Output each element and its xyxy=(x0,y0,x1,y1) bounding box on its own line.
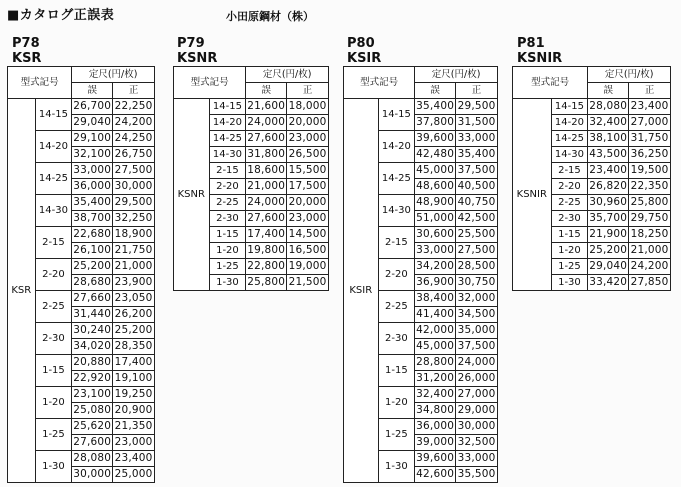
series-name: KSNR xyxy=(177,51,218,66)
size-cell: 2-15 xyxy=(551,163,588,179)
size-cell: 1-30 xyxy=(378,451,415,483)
size-cell: 14-30 xyxy=(378,195,415,227)
wrong-price: 33,000 xyxy=(415,243,456,259)
wrong-price: 23,400 xyxy=(588,163,629,179)
correct-price: 29,500 xyxy=(456,99,498,115)
size-cell: 2-30 xyxy=(209,211,246,227)
correct-price: 30,000 xyxy=(456,419,498,435)
correct-header: 正 xyxy=(629,83,671,99)
wrong-price: 27,600 xyxy=(246,131,287,147)
size-cell: 1-15 xyxy=(209,227,246,243)
table-row xyxy=(174,99,329,115)
correct-price: 27,850 xyxy=(629,275,671,291)
correct-price: 40,750 xyxy=(456,195,498,211)
wrong-price: 42,000 xyxy=(415,323,456,339)
wrong-price: 27,600 xyxy=(246,211,287,227)
correct-price: 36,250 xyxy=(629,147,671,163)
series-name: KSR xyxy=(12,51,42,66)
correct-price: 28,500 xyxy=(456,259,498,275)
wrong-price: 20,880 xyxy=(72,355,113,371)
correct-price: 31,500 xyxy=(456,115,498,131)
wrong-price: 30,600 xyxy=(415,227,456,243)
wrong-price: 36,900 xyxy=(415,275,456,291)
page-number: P79 xyxy=(177,36,205,51)
correct-price: 17,400 xyxy=(113,355,155,371)
wrong-price: 33,420 xyxy=(588,275,629,291)
size-cell: 1-15 xyxy=(35,355,72,387)
size-cell: 2-20 xyxy=(35,259,72,291)
size-cell: 1-20 xyxy=(551,243,588,259)
correct-price: 15,500 xyxy=(287,163,329,179)
size-cell: 14-20 xyxy=(551,115,588,131)
correct-price: 18,900 xyxy=(113,227,155,243)
page-number: P80 xyxy=(347,36,375,51)
correct-price: 20,000 xyxy=(287,195,329,211)
size-cell: 2-20 xyxy=(209,179,246,195)
correct-price: 26,500 xyxy=(287,147,329,163)
price-table-ksr xyxy=(7,66,155,483)
wrong-price: 29,040 xyxy=(72,115,113,131)
correct-price: 24,250 xyxy=(113,131,155,147)
page-number: P78 xyxy=(12,36,40,51)
correct-price: 16,500 xyxy=(287,243,329,259)
series-name: KSNIR xyxy=(517,51,563,66)
wrong-price: 19,800 xyxy=(246,243,287,259)
wrong-price: 24,000 xyxy=(246,115,287,131)
wrong-price: 48,600 xyxy=(415,179,456,195)
correct-price: 26,750 xyxy=(113,147,155,163)
correct-price: 25,800 xyxy=(629,195,671,211)
wrong-price: 26,100 xyxy=(72,243,113,259)
wrong-price: 35,400 xyxy=(72,195,113,211)
correct-header: 正 xyxy=(287,83,329,99)
size-cell: 14-15 xyxy=(551,99,588,115)
model-cell: KSNIR xyxy=(513,99,552,291)
wrong-price: 28,080 xyxy=(588,99,629,115)
correct-price: 20,900 xyxy=(113,403,155,419)
wrong-price: 32,100 xyxy=(72,147,113,163)
size-cell: 1-25 xyxy=(35,419,72,451)
document-title: ■カタログ正誤表 xyxy=(7,8,115,23)
size-cell: 14-25 xyxy=(378,163,415,195)
wrong-price: 28,680 xyxy=(72,275,113,291)
wrong-price: 38,400 xyxy=(415,291,456,307)
wrong-price: 31,440 xyxy=(72,307,113,323)
size-cell: 14-20 xyxy=(378,131,415,163)
size-cell: 14-15 xyxy=(209,99,246,115)
page-label xyxy=(347,36,381,66)
correct-price: 29,750 xyxy=(629,211,671,227)
model-code-header: 型式記号 xyxy=(8,67,72,99)
wrong-price: 27,600 xyxy=(72,435,113,451)
correct-price: 32,250 xyxy=(113,211,155,227)
correct-price: 18,000 xyxy=(287,99,329,115)
correct-price: 22,350 xyxy=(629,179,671,195)
correct-price: 26,000 xyxy=(456,371,498,387)
wrong-price: 29,040 xyxy=(588,259,629,275)
wrong-price: 29,100 xyxy=(72,131,113,147)
wrong-price: 35,400 xyxy=(415,99,456,115)
correct-price: 19,000 xyxy=(287,259,329,275)
size-cell: 2-25 xyxy=(551,195,588,211)
wrong-price: 25,620 xyxy=(72,419,113,435)
series-name: KSIR xyxy=(347,51,382,66)
price-header: 定尺(円/枚) xyxy=(588,67,671,83)
wrong-header: 誤 xyxy=(415,83,456,99)
wrong-price: 30,960 xyxy=(588,195,629,211)
correct-price: 21,000 xyxy=(629,243,671,259)
wrong-price: 22,800 xyxy=(246,259,287,275)
wrong-price: 39,000 xyxy=(415,435,456,451)
correct-price: 23,000 xyxy=(287,131,329,147)
correct-price: 21,350 xyxy=(113,419,155,435)
price-header: 定尺(円/枚) xyxy=(72,67,155,83)
table-row xyxy=(513,99,671,115)
size-cell: 2-30 xyxy=(378,323,415,355)
size-cell: 1-20 xyxy=(35,387,72,419)
correct-price: 42,500 xyxy=(456,211,498,227)
correct-price: 19,500 xyxy=(629,163,671,179)
wrong-price: 36,000 xyxy=(72,179,113,195)
correct-price: 21,500 xyxy=(287,275,329,291)
size-cell: 1-25 xyxy=(209,259,246,275)
size-cell: 2-25 xyxy=(209,195,246,211)
correct-price: 27,000 xyxy=(456,387,498,403)
wrong-header: 誤 xyxy=(72,83,113,99)
correct-price: 34,500 xyxy=(456,307,498,323)
correct-price: 19,100 xyxy=(113,371,155,387)
correct-price: 33,000 xyxy=(456,131,498,147)
wrong-price: 32,400 xyxy=(415,387,456,403)
wrong-price: 18,600 xyxy=(246,163,287,179)
wrong-price: 37,800 xyxy=(415,115,456,131)
correct-price: 31,750 xyxy=(629,131,671,147)
correct-price: 19,250 xyxy=(113,387,155,403)
correct-price: 37,500 xyxy=(456,163,498,179)
size-cell: 14-15 xyxy=(35,99,72,131)
model-cell: KSIR xyxy=(344,99,379,483)
correct-price: 27,000 xyxy=(629,115,671,131)
correct-price: 28,350 xyxy=(113,339,155,355)
wrong-price: 39,600 xyxy=(415,131,456,147)
wrong-header: 誤 xyxy=(588,83,629,99)
correct-price: 26,200 xyxy=(113,307,155,323)
size-cell: 1-20 xyxy=(209,243,246,259)
page-label xyxy=(12,36,41,66)
wrong-price: 51,000 xyxy=(415,211,456,227)
size-cell: 2-30 xyxy=(551,211,588,227)
wrong-price: 38,100 xyxy=(588,131,629,147)
wrong-price: 39,600 xyxy=(415,451,456,467)
wrong-price: 42,480 xyxy=(415,147,456,163)
correct-price: 35,000 xyxy=(456,323,498,339)
wrong-price: 34,020 xyxy=(72,339,113,355)
correct-header: 正 xyxy=(113,83,155,99)
wrong-price: 22,680 xyxy=(72,227,113,243)
size-cell: 14-20 xyxy=(35,131,72,163)
correct-price: 23,000 xyxy=(113,435,155,451)
correct-price: 35,400 xyxy=(456,147,498,163)
correct-price: 18,250 xyxy=(629,227,671,243)
size-cell: 14-25 xyxy=(551,131,588,147)
correct-price: 23,900 xyxy=(113,275,155,291)
size-cell: 14-30 xyxy=(551,147,588,163)
wrong-price: 36,000 xyxy=(415,419,456,435)
wrong-price: 21,000 xyxy=(246,179,287,195)
size-cell: 2-15 xyxy=(209,163,246,179)
model-cell: KSR xyxy=(8,99,36,483)
wrong-price: 45,000 xyxy=(415,163,456,179)
correct-price: 30,000 xyxy=(113,179,155,195)
model-cell: KSNR xyxy=(174,99,210,291)
correct-price: 40,500 xyxy=(456,179,498,195)
wrong-price: 22,920 xyxy=(72,371,113,387)
wrong-price: 48,900 xyxy=(415,195,456,211)
size-cell: 14-15 xyxy=(378,99,415,131)
correct-price: 27,500 xyxy=(113,163,155,179)
size-cell: 2-25 xyxy=(35,291,72,323)
table-row xyxy=(344,99,498,115)
wrong-price: 33,000 xyxy=(72,163,113,179)
wrong-price: 25,080 xyxy=(72,403,113,419)
company-name: 小田原鋼材（株） xyxy=(226,10,314,23)
correct-price: 32,500 xyxy=(456,435,498,451)
wrong-price: 38,700 xyxy=(72,211,113,227)
wrong-price: 24,000 xyxy=(246,195,287,211)
size-cell: 1-30 xyxy=(35,451,72,483)
size-cell: 1-25 xyxy=(551,259,588,275)
size-cell: 14-25 xyxy=(35,163,72,195)
page-label xyxy=(177,36,217,66)
correct-price: 24,200 xyxy=(113,115,155,131)
size-cell: 14-25 xyxy=(209,131,246,147)
page-label xyxy=(517,36,562,66)
model-code-header: 型式記号 xyxy=(174,67,246,99)
correct-price: 27,500 xyxy=(456,243,498,259)
correct-price: 23,400 xyxy=(113,451,155,467)
wrong-price: 25,200 xyxy=(72,259,113,275)
price-table-ksnir xyxy=(512,66,671,291)
correct-price: 21,000 xyxy=(113,259,155,275)
correct-price: 23,000 xyxy=(287,211,329,227)
wrong-price: 21,600 xyxy=(246,99,287,115)
wrong-price: 35,700 xyxy=(588,211,629,227)
correct-price: 25,000 xyxy=(113,467,155,483)
wrong-price: 30,000 xyxy=(72,467,113,483)
correct-price: 25,200 xyxy=(113,323,155,339)
wrong-price: 42,600 xyxy=(415,467,456,483)
correct-price: 24,000 xyxy=(456,355,498,371)
wrong-price: 26,820 xyxy=(588,179,629,195)
correct-price: 23,400 xyxy=(629,99,671,115)
size-cell: 2-20 xyxy=(378,259,415,291)
wrong-price: 27,660 xyxy=(72,291,113,307)
size-cell: 2-25 xyxy=(378,291,415,323)
correct-price: 21,750 xyxy=(113,243,155,259)
size-cell: 1-30 xyxy=(551,275,588,291)
wrong-price: 21,900 xyxy=(588,227,629,243)
wrong-price: 25,200 xyxy=(588,243,629,259)
correct-price: 30,750 xyxy=(456,275,498,291)
size-cell: 2-20 xyxy=(551,179,588,195)
wrong-price: 43,500 xyxy=(588,147,629,163)
wrong-price: 28,080 xyxy=(72,451,113,467)
wrong-price: 34,800 xyxy=(415,403,456,419)
wrong-price: 26,700 xyxy=(72,99,113,115)
price-table-ksnr xyxy=(173,66,329,291)
correct-price: 20,000 xyxy=(287,115,329,131)
price-header: 定尺(円/枚) xyxy=(415,67,498,83)
wrong-price: 25,800 xyxy=(246,275,287,291)
correct-price: 14,500 xyxy=(287,227,329,243)
price-header: 定尺(円/枚) xyxy=(246,67,329,83)
wrong-price: 23,100 xyxy=(72,387,113,403)
wrong-price: 17,400 xyxy=(246,227,287,243)
correct-price: 29,000 xyxy=(456,403,498,419)
size-cell: 2-15 xyxy=(378,227,415,259)
wrong-price: 34,200 xyxy=(415,259,456,275)
model-code-header: 型式記号 xyxy=(513,67,588,99)
table-row xyxy=(8,99,155,115)
wrong-price: 31,800 xyxy=(246,147,287,163)
correct-price: 25,500 xyxy=(456,227,498,243)
correct-price: 32,000 xyxy=(456,291,498,307)
correct-price: 23,050 xyxy=(113,291,155,307)
size-cell: 14-20 xyxy=(209,115,246,131)
wrong-header: 誤 xyxy=(246,83,287,99)
correct-price: 35,500 xyxy=(456,467,498,483)
size-cell: 14-30 xyxy=(209,147,246,163)
model-code-header: 型式記号 xyxy=(344,67,415,99)
size-cell: 1-15 xyxy=(378,355,415,387)
size-cell: 1-30 xyxy=(209,275,246,291)
wrong-price: 45,000 xyxy=(415,339,456,355)
size-cell: 2-15 xyxy=(35,227,72,259)
size-cell: 14-30 xyxy=(35,195,72,227)
price-table-ksir xyxy=(343,66,498,483)
wrong-price: 30,240 xyxy=(72,323,113,339)
correct-price: 22,250 xyxy=(113,99,155,115)
correct-price: 29,500 xyxy=(113,195,155,211)
size-cell: 2-30 xyxy=(35,323,72,355)
size-cell: 1-20 xyxy=(378,387,415,419)
correct-price: 37,500 xyxy=(456,339,498,355)
correct-header: 正 xyxy=(456,83,498,99)
correct-price: 24,200 xyxy=(629,259,671,275)
page-number: P81 xyxy=(517,36,545,51)
size-cell: 1-15 xyxy=(551,227,588,243)
correct-price: 17,500 xyxy=(287,179,329,195)
size-cell: 1-25 xyxy=(378,419,415,451)
wrong-price: 41,400 xyxy=(415,307,456,323)
wrong-price: 32,400 xyxy=(588,115,629,131)
correct-price: 33,000 xyxy=(456,451,498,467)
wrong-price: 31,200 xyxy=(415,371,456,387)
wrong-price: 28,800 xyxy=(415,355,456,371)
